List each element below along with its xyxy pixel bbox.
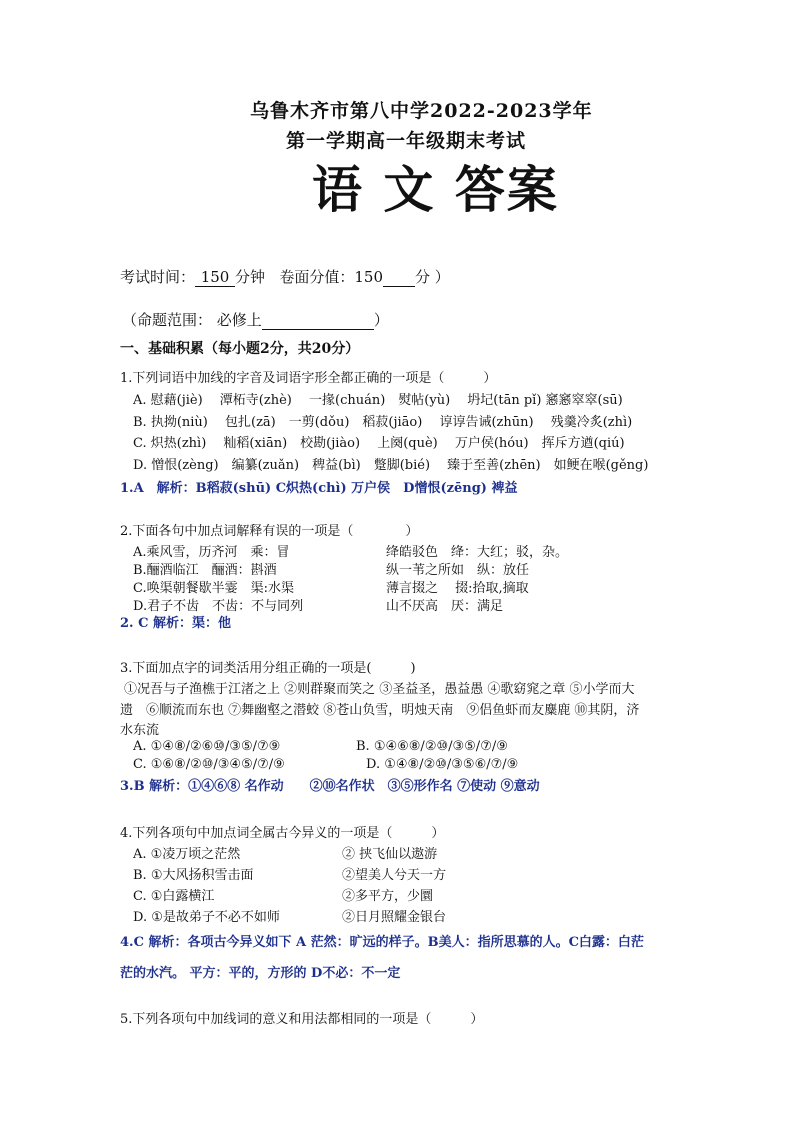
exam-info-line xyxy=(120,266,450,287)
question-5-stem: 5.下列各项句中加线词的意义和用法都相同的一项是（ ） xyxy=(120,1012,484,1027)
q2-option-a-right: 绛皓驳色 绛：大红；驳，杂。 xyxy=(386,545,569,560)
q4-option-a-left: A. ①凌万顷之茫然 xyxy=(133,847,241,862)
scope-end: ） xyxy=(373,311,389,329)
q3-text-line1: ①况吾与子渔樵于江渚之上 ②则群聚而笑之 ③圣益圣，愚益愚 ④歌窈窕之章 ⑤小学而大 xyxy=(124,682,635,697)
q2-option-a-left: A.乘风雪，历齐河 乘：冒 xyxy=(133,545,290,560)
score-value: 150 xyxy=(354,268,383,286)
scope-value: 必修上 xyxy=(216,311,262,329)
q3-text-line3: 水东流 xyxy=(120,723,160,738)
q4-answer-line2: 茫的水汽。 平方：平的，方形的 D不必：不一定 xyxy=(120,966,401,981)
q4-option-c-right: ②多平方，少圜 xyxy=(342,889,434,904)
q4-option-b-left: B. ①大风扬积雪击面 xyxy=(133,868,254,883)
page-title: 语 文 答案 xyxy=(312,161,559,219)
q1-option-b: B. 执拗(niù) 包扎(zā) 一剪(dǒu) 稻菽(jiāo) 谆谆告诫(zhūn) 残羹冷炙(zhì) xyxy=(133,415,633,430)
title-line2: 第一学期高一年级期末考试 xyxy=(286,130,527,152)
time-value: 150 xyxy=(195,268,235,287)
q3-option-d: D. ①④⑧/②⑩/③⑤⑥/⑦/⑨ xyxy=(366,757,519,772)
question-4-stem: 4.下列各项句中加点词全属古今异义的一项是（ ） xyxy=(120,826,445,841)
question-2-stem: 2.下面各句中加点词解释有误的一项是（ ） xyxy=(120,524,419,539)
q3-option-a: A. ①④⑧/②⑥⑩/③⑤/⑦⑨ xyxy=(133,739,281,754)
q2-option-b-right: 纵一苇之所如 纵：放任 xyxy=(386,563,530,578)
section-heading: 一、基础积累（每小题2分，共20分） xyxy=(120,341,360,357)
scope-line xyxy=(122,309,389,330)
q2-answer: 2. C 解析：渠：他 xyxy=(120,616,231,631)
q2-option-d-right: 山不厌高 厌：满足 xyxy=(386,599,504,614)
q4-option-d-right: ②日月照耀金银台 xyxy=(342,910,447,925)
scope-label: （命题范围： xyxy=(122,311,213,329)
q2-option-b-left: B.酾酒临江 酾酒：斟酒 xyxy=(133,563,277,578)
q3-answer: 3.B 解析：①④⑥⑧ 名作动 ②⑩名作状 ③⑤形作名 ⑦使动 ⑨意动 xyxy=(120,779,540,794)
q2-option-d-left: D.君子不齿 不齿：不与同列 xyxy=(133,599,304,614)
q3-option-c: C. ①⑥⑧/②⑩/③④⑤/⑦/⑨ xyxy=(133,757,285,772)
q2-option-c-right: 薄言掇之 掇:拾取,摘取 xyxy=(386,581,529,596)
q1-option-a: A. 慰藉(jiè) 潭柘寺(zhè) 一掾(chuán) 熨帖(yù) 坍圮(tān pǐ) 窸窸窣窣(sū) xyxy=(133,393,623,408)
score-label: 卷面分值： xyxy=(279,268,355,286)
q4-answer-line1: 4.C 解析：各项古今异义如下 A 茫然：旷远的样子。B美人：指所思慕的人。C白露：白茫 xyxy=(120,935,644,950)
question-3-stem: 3.下面加点字的词类活用分组正确的一项是( ) xyxy=(120,661,416,676)
score-unit: 分 ） xyxy=(415,268,450,286)
question-1-stem: 1.下列词语中加线的字音及词语字形全都正确的一项是（ ） xyxy=(120,371,497,386)
q4-option-d-left: D. ①是故弟子不必不如师 xyxy=(133,910,280,925)
q1-option-d: D. 憎恨(zèng) 编纂(zuǎn) 稗益(bì) 蹩脚(bié) 臻于至善(zhēn) 如鲠在喉(gěng) xyxy=(133,458,649,473)
time-label: 考试时间： xyxy=(120,268,196,286)
q3-option-b: B. ①④⑥⑧/②⑩/③⑤/⑦/⑨ xyxy=(356,739,508,754)
q4-option-a-right: ② 挟飞仙以遨游 xyxy=(342,847,438,862)
q3-text-line2: 遗 ⑥顺流而东也 ⑦舞幽壑之潜蛟 ⑧苍山负雪，明烛天南 ⑨侣鱼虾而友麋鹿 ⑩其阴，济 xyxy=(120,703,640,718)
q2-option-c-left: C.唤渠朝餐歇半霎 渠:水渠 xyxy=(133,581,294,596)
time-unit: 分钟 xyxy=(235,268,266,286)
title-line1: 乌鲁木齐市第八中学2022-2023学年 xyxy=(250,100,593,122)
q1-option-c: C. 炽热(zhì) 籼稻(xiān) 校勘(jiào) 上阕(què) 万户侯(hóu) 挥斥方遒(qiú) xyxy=(133,436,625,451)
q1-answer: 1.A 解析：B稻菽(shū) C炽热(chì) 万户侯 D憎恨(zēng) 裨益 xyxy=(120,481,518,496)
q4-option-b-right: ②望美人兮天一方 xyxy=(342,868,447,883)
q4-option-c-left: C. ①白露横江 xyxy=(133,889,215,904)
